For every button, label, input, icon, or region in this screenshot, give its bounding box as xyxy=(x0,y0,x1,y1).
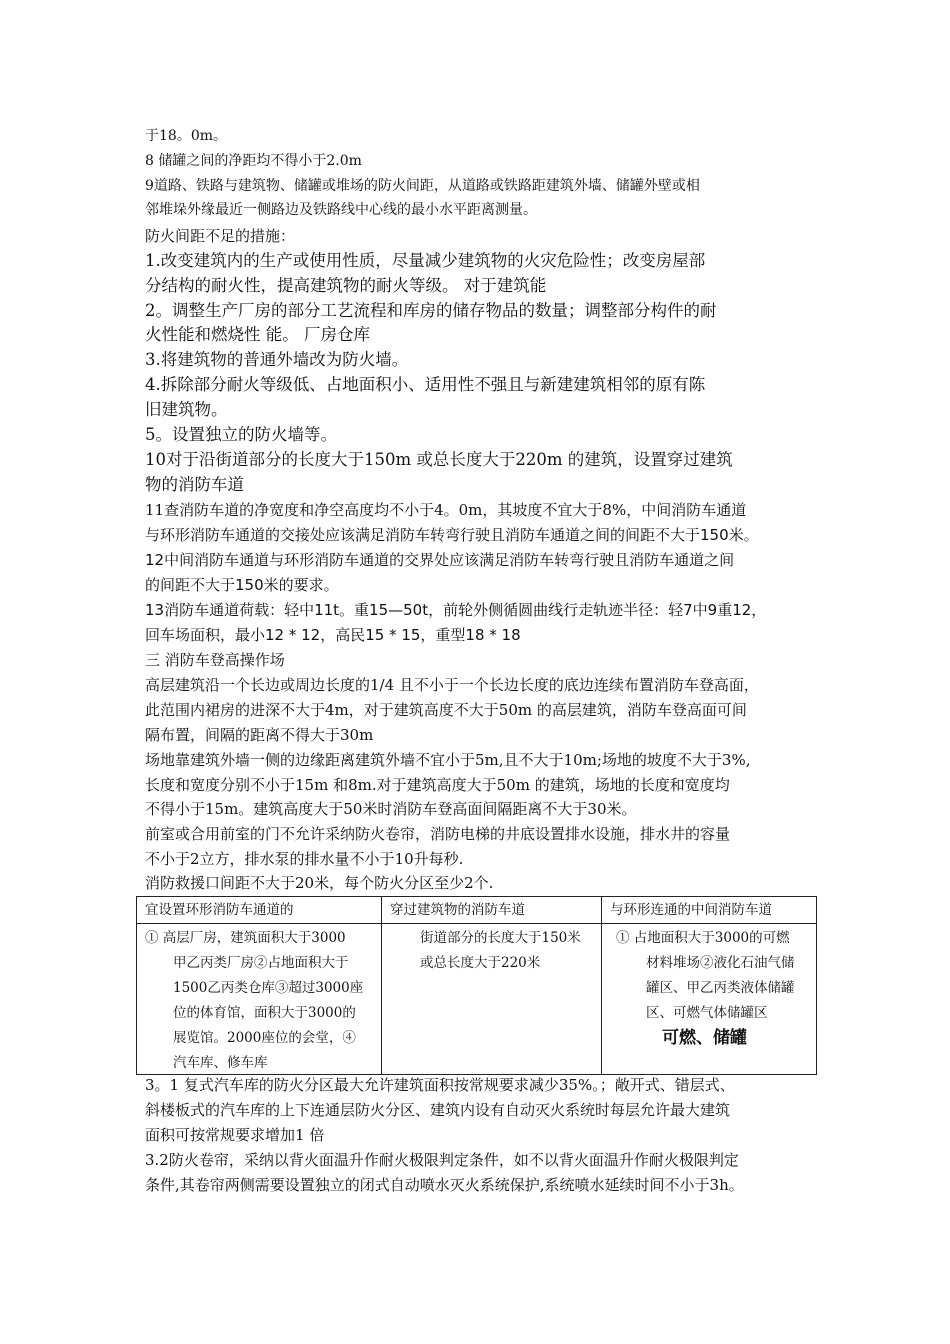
text-line: 隔布置，间隔的距离不得大于30m xyxy=(145,726,374,744)
text-line: 邻堆垛外缘最近一侧路边及铁路线中心线的最小水平距离测量。 xyxy=(145,202,537,218)
table-cell xyxy=(602,924,817,1075)
cell-line: 材料堆场②液化石油气储 xyxy=(646,955,795,971)
text-line: 3。1 复式汽车库的防火分区最大允许建筑面积按常规要求减少35%。；敞开式、错层式、 xyxy=(145,1076,735,1094)
cell-line: 展览馆。2000座位的会堂，④ xyxy=(173,1030,356,1046)
text-line: 9道路、铁路与建筑物、储罐或堆场的防火间距，从道路或铁路距建筑外墙、储罐外壁或相 xyxy=(145,178,700,194)
text-line: 12中间消防车通道与环形消防车通道的交界处应该满足消防车转弯行驶且消防车通道之间 xyxy=(145,551,735,569)
text-line: 前室或合用前室的门不允许采纳防火卷帘，消防电梯的井底设置排水设施，排水井的容量 xyxy=(145,825,731,843)
cell-line: 街道部分的长度大于150米 xyxy=(420,930,581,946)
text-line: 火性能和燃烧性 能。 厂房仓库 xyxy=(145,325,370,344)
text-line: 场地靠建筑外墙一侧的边缘距离建筑外墙不宜小于5m,且不大于10m;场地的坡度不大于3%, xyxy=(145,751,751,769)
table-header-cell: 宜设置环形消防车通道的 xyxy=(137,897,382,924)
text-line: 长度和宽度分别不小于15m 和8m.对于建筑高度大于50m 的建筑，场地的长度和宽度均 xyxy=(145,776,730,794)
text-line: 5。设置独立的防火墙等。 xyxy=(145,425,337,444)
text-line: 高层建筑沿一个长边或周边长度的1/4 且不小于一个长边长度的底边连续布置消防车登高面， xyxy=(145,676,759,694)
text-line: 旧建筑物。 xyxy=(145,400,228,419)
text-line: 与环形消防车通道的交接处应该满足消防车转弯行驶且消防车通道之间的间距不大于150米。 xyxy=(145,526,759,544)
text-line: 不得小于15m。建筑高度大于50米时消防车登高面间隔距离不大于30米。 xyxy=(145,800,637,818)
text-line: 斜楼板式的汽车库的上下连通层防火分区、建筑内设有自动灭火系统时每层允许最大建筑 xyxy=(145,1101,731,1119)
table-header-cell: 与环形连通的中间消防车道 xyxy=(602,897,817,924)
table-cell xyxy=(382,924,602,1075)
text-line: 面积可按常规要求增加1 倍 xyxy=(145,1126,325,1144)
text-line: 10对于沿街道部分的长度大于150m 或总长度大于220m 的建筑，设置穿过建筑 xyxy=(145,450,733,469)
text-line: 不小于2立方，排水泵的排水量不小于10升每秒. xyxy=(145,850,464,868)
cell-line: 或总长度大于220米 xyxy=(420,955,541,971)
text-line: 此范围内裙房的进深不大于4m，对于建筑高度不大于50m 的高层建筑，消防车登高面可间 xyxy=(145,701,747,719)
cell-line: ① 占地面积大于3000的可燃 xyxy=(616,930,790,946)
text-line: 3.2防火卷帘，采纳以背火面温升作耐火极限判定条件，如不以背火面温升作耐火极限判定 xyxy=(145,1151,739,1169)
table-cell xyxy=(137,924,382,1075)
table-header-row xyxy=(137,897,817,924)
section-heading: 三 消防车登高操作场 xyxy=(145,651,285,669)
cell-line: 汽车库、修车库 xyxy=(173,1055,268,1071)
text-line: 的间距不大于150米的要求。 xyxy=(145,576,339,594)
text-line: 13消防车通道荷载：轻中11t。重15—50t，前轮外侧循圆曲线行走轨迹半径：轻7中9重12， xyxy=(145,601,767,619)
text-line: 分结构的耐火性，提高建筑物的耐火等级。 对于建筑能 xyxy=(145,276,547,295)
text-line: 8 储罐之间的净距均不得小于2.0m xyxy=(145,153,362,169)
text-line: 于18。0m。 xyxy=(145,128,227,144)
text-line: 2。调整生产厂房的部分工艺流程和库房的储存物品的数量；调整部分构件的耐 xyxy=(145,301,717,320)
cell-line: ① 高层厂房，建筑面积大于3000 xyxy=(145,930,346,946)
text-line: 条件,其卷帘两侧需要设置独立的闭式自动喷水灭火系统保护,系统喷水延续时间不小于3h。 xyxy=(145,1176,744,1194)
text-line: 回车场面积，最小12 * 12，高民15 * 15，重型18 * 18 xyxy=(145,626,521,644)
table-header-cell: 穿过建筑物的消防车道 xyxy=(382,897,602,924)
text-line: 1.改变建筑内的生产或使用性质，尽量减少建筑物的火灾危险性；改变房屋部 xyxy=(145,251,706,270)
table-row xyxy=(137,924,817,1075)
cell-line: 位的体育馆，面积大于3000的 xyxy=(173,1005,356,1021)
cell-emphasis: 可燃、储罐 xyxy=(662,1028,747,1048)
section-heading: 防火间距不足的措施： xyxy=(145,227,296,245)
text-line: 物的消防车道 xyxy=(145,475,244,494)
cell-line: 甲乙丙类厂房②占地面积大于 xyxy=(173,955,349,971)
cell-line: 罐区、甲乙丙类液体储罐 xyxy=(646,980,795,996)
text-line: 4.拆除部分耐火等级低、占地面积小、适用性不强且与新建建筑相邻的原有陈 xyxy=(145,375,706,394)
cell-line: 1500乙丙类仓库③超过3000座 xyxy=(173,980,364,996)
text-line: 消防救援口间距不大于20米，每个防火分区至少2个. xyxy=(145,874,494,892)
text-line: 3.将建筑物的普通外墙改为防火墙。 xyxy=(145,350,409,369)
cell-line: 区、可燃气体储罐区 xyxy=(646,1005,768,1021)
info-table xyxy=(136,896,817,1075)
text-line: 11查消防车道的净宽度和净空高度均不小于4。0m，其坡度不宜大于8%，中间消防车通道 xyxy=(145,501,747,519)
